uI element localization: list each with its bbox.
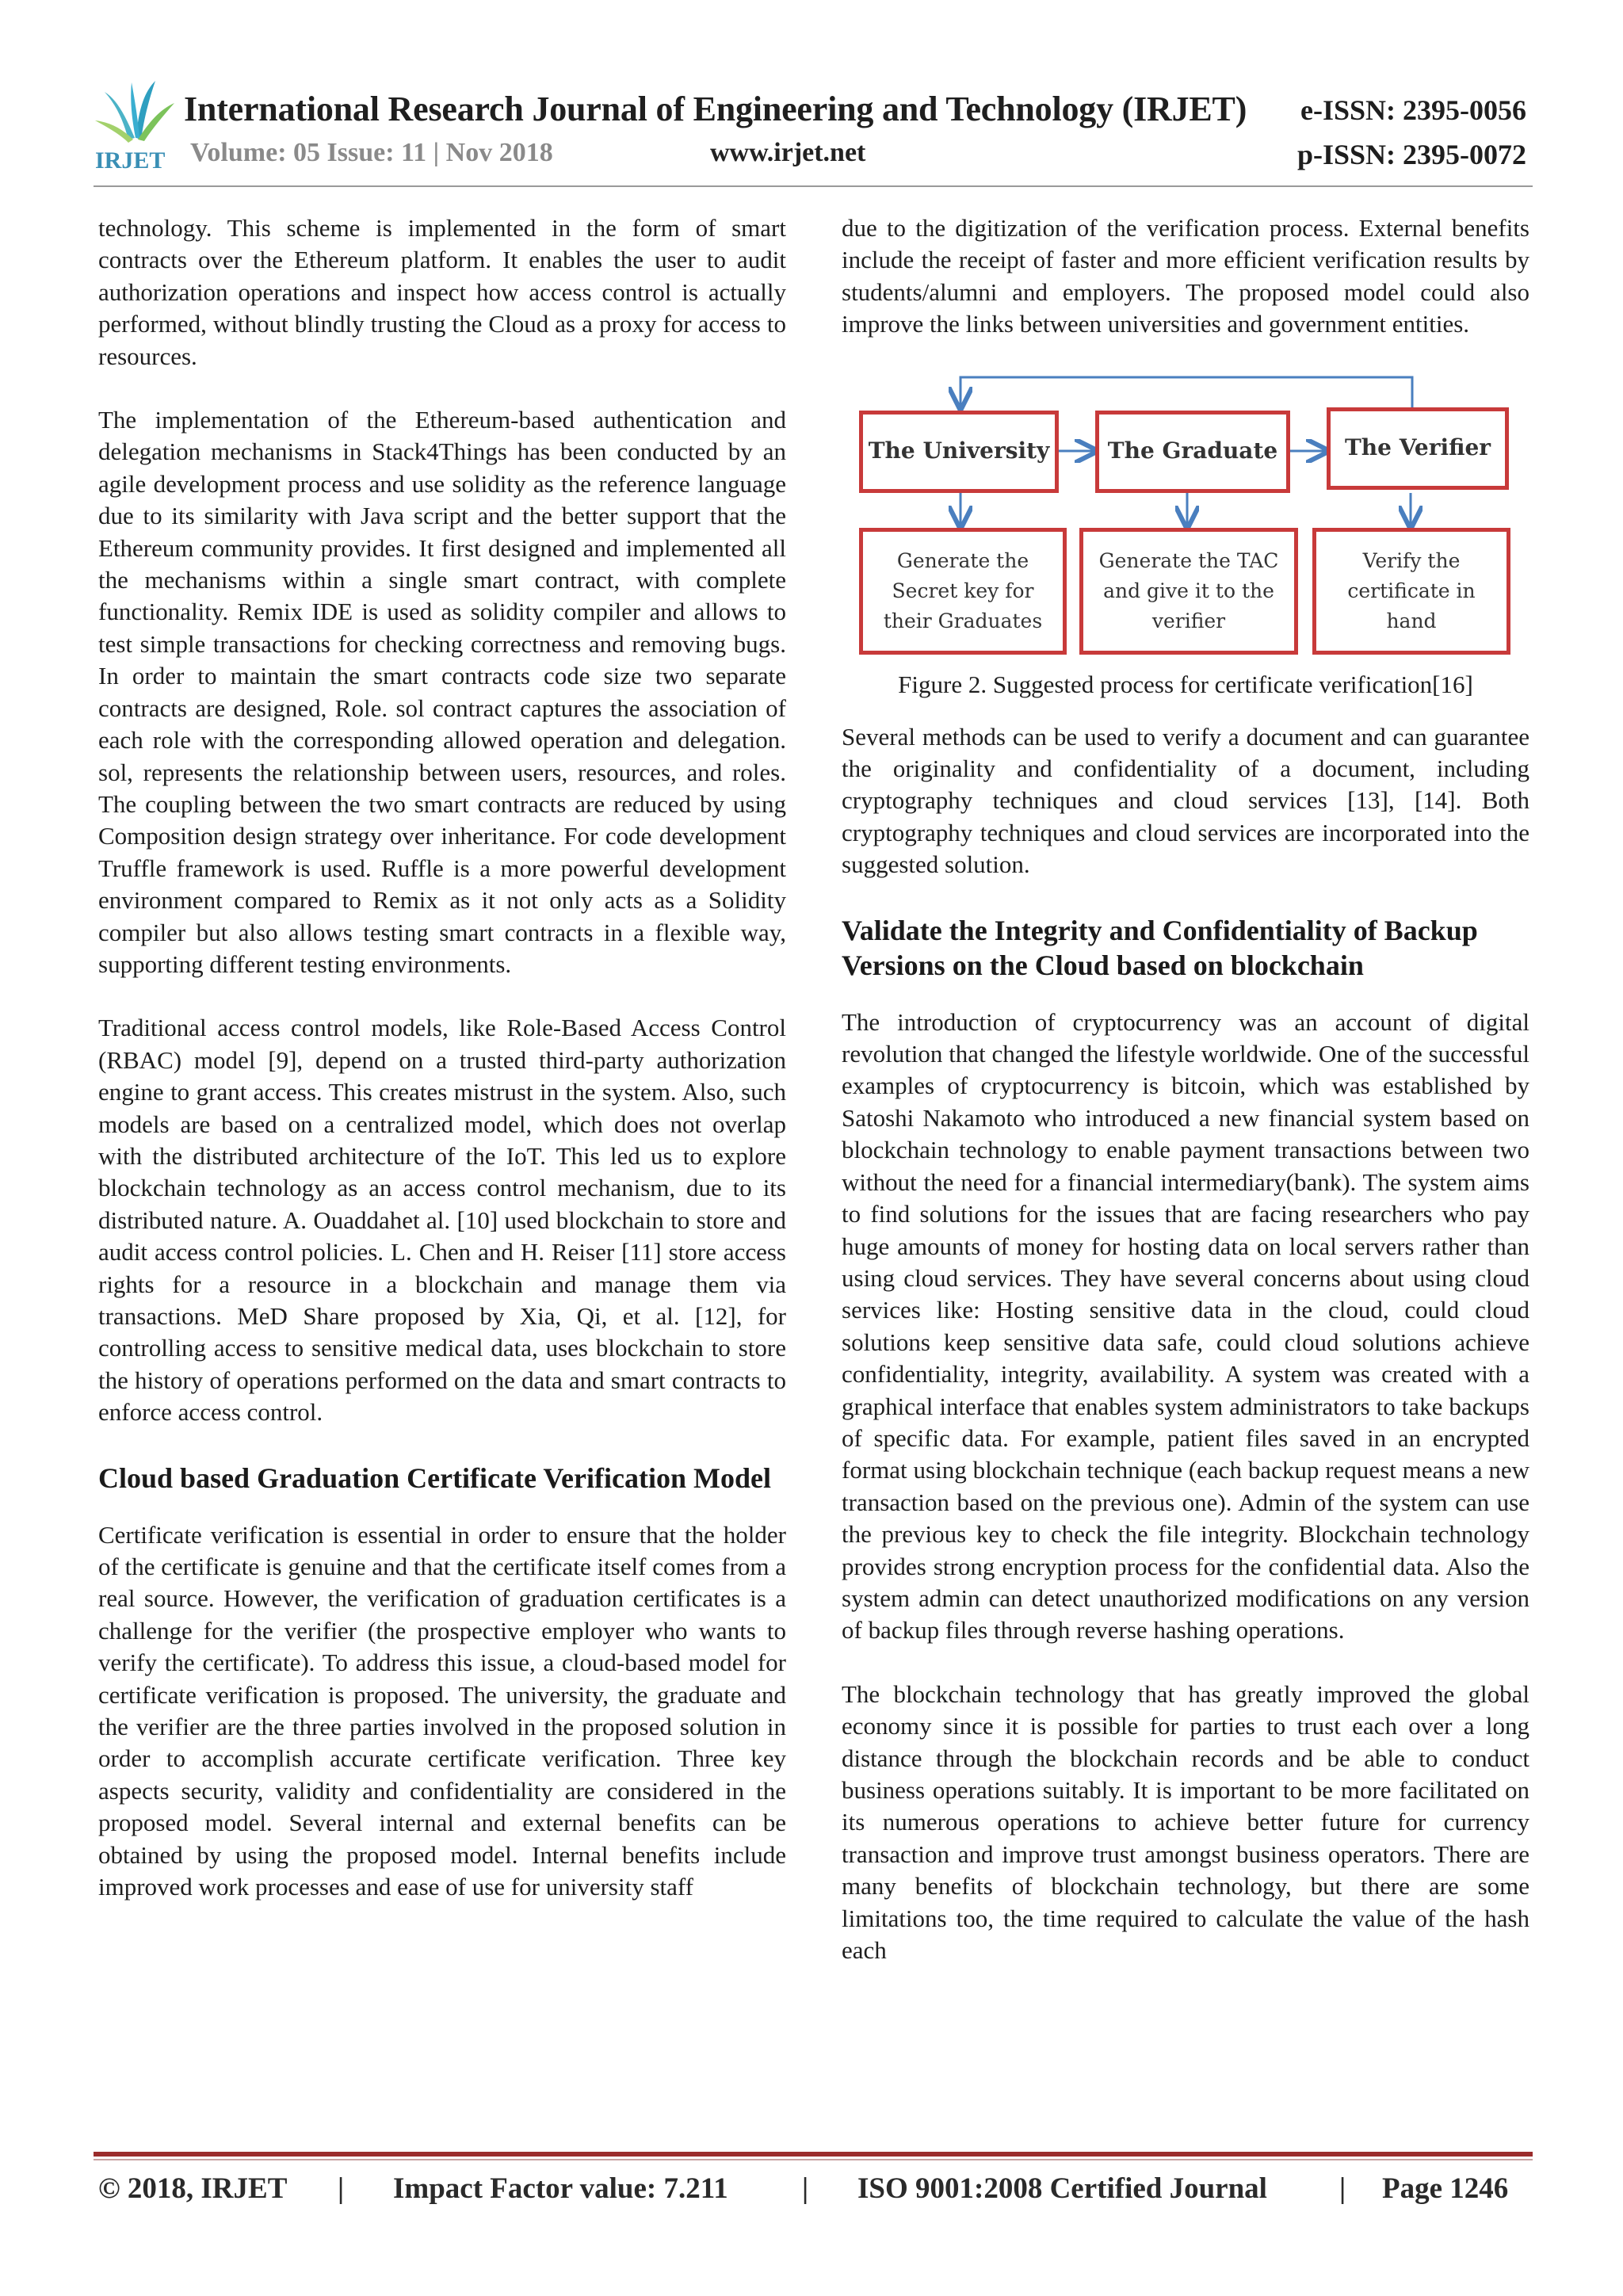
footer-divider (94, 2152, 1533, 2157)
paragraph: The introduction of cryptocurrency was an account of digital revolution that changed the lifestyle worldwide. One of the successful examples of cryptocurrency is bitcoin, which was established by Satoshi Nakamoto who introduced a new financial system based on blockchain technology to enable payment transactions between two without the need for a financial intermediary(bank). The system aims to find solutions for the issues that are facing researchers who pay huge amounts of money for hosting data on local servers rather than using cloud services. They have several concerns about using cloud services like: Hosting sensitive data in the cloud, could cloud solutions keep sensitive data safe, could cloud solutions achieve confidentiality, integrity, availability. A system was created with a graphical interface that enables system administrators to take backups of specific data. For example, patient files saved in an encrypted format using blockchain technique (each backup request means a new transaction based on the previous one). Admin of the system can use the previous key to check the file integrity. Blockchain technology provides strong encryption process for the confidential data. Also the system admin can detect unauthorized modifications on any version of backup files through reverse hashing operations. (842, 1007, 1529, 1645)
arrow-verifier-to-university (960, 377, 1412, 411)
impact-factor: Impact Factor value: 7.211 (393, 2172, 728, 2205)
paragraph: due to the digitization of the verification process. External benefits include the receipt of faster and more efficient verification results by students/alumni and employers. The proposed model could also improve the links between universities and government entities. (842, 214, 1529, 338)
section-heading: Validate the Integrity and Confidentiality of Backup Versions on the Cloud based on blockchain (842, 914, 1478, 981)
irjet-logo (94, 76, 178, 171)
page-number: Page 1246 (1382, 2172, 1509, 2205)
volume-issue: Volume: 05 Issue: 11 | Nov 2018 (190, 138, 553, 167)
journal-website-link[interactable]: www.irjet.net (710, 138, 866, 167)
iso-certification: ISO 9001:2008 Certified Journal (857, 2172, 1267, 2205)
footer-separator: | (802, 2172, 809, 2205)
footer-separator: | (1339, 2172, 1346, 2205)
journal-title: International Research Journal of Engineering and Technology (IRJET) (184, 90, 1247, 128)
page-header (0, 0, 1623, 198)
copyright: © 2018, IRJET (98, 2172, 288, 2205)
box-verify-certificate: Verify the certificate in hand (1312, 528, 1510, 655)
box-graduate: The Graduate (1095, 411, 1290, 493)
figure-caption: Figure 2. Suggested process for certificate verification[16] (898, 670, 1473, 698)
left-column (98, 212, 786, 1904)
footer-divider-thin (94, 2159, 1533, 2160)
figure-process-diagram (842, 372, 1529, 658)
paragraph: technology. This scheme is implemented in the form of smart contracts over the Ethereum platform. It enables the user to audit authorization operations and inspect how access control is actually performed, without blindly trusting the Cloud as a proxy for access to resources. (98, 214, 786, 370)
footer-separator: | (338, 2172, 345, 2205)
section-heading: Cloud based Graduation Certificate Verification Model (98, 1461, 771, 1494)
paragraph: The implementation of the Ethereum-based authentication and delegation mechanisms in Stack4Things has been conducted by an agile development process and use solidity as the reference language due to its similarity with Java script and the better support that the Ethereum community provides. It first designed and implemented all the mechanisms within a single smart contract, with complete functionality. Remix IDE is used as solidity compiler and allows to test simple transactions for checking correctness and removing bugs. In order to maintain the smart contracts code size two separate contracts are designed, Role. sol contract captures the association of each role with the corresponding allowed operation and delegation. sol, represents the relationship between users, resources, and roles. The coupling between the two smart contracts are reduced by using Composition design strategy over inheritance. For code development Truffle framework is used. Ruffle is a more powerful development environment compared to Remix as it not only acts as a Solidity compiler but also allows testing smart contracts in a flexible way, supporting different testing environments. (98, 406, 786, 978)
svg-text:IRJET: IRJET (95, 147, 166, 171)
paragraph: The blockchain technology that has greatly improved the global economy since it is possible for parties to trust each over a long distance through the blockchain records and be able to conduct business operations suitably. It is important to be more facilitated on its numerous operations to achieve better future for currency transaction and improve trust amongst business operators. There are many benefits of blockchain technology, but there are some limitations too, the time required to calculate the value of the hash each (842, 1679, 1529, 1965)
header-divider (94, 185, 1533, 187)
box-generate-secret-key: Generate the Secret key for their Graduates (859, 528, 1067, 655)
box-university: The University (859, 411, 1059, 493)
right-column (842, 212, 1529, 1966)
paragraph: Certificate verification is essential in order to ensure that the holder of the certificate is genuine and that the certificate itself comes from a real source. However, the verification of graduation certificates is a challenge for the verifier (the prospective employer who wants to verify the certificate). To address this issue, a cloud-based model for certificate verification is proposed. The university, the graduate and the verifier are the three parties involved in the proposed solution in order to accomplish accurate certificate verification. Three key aspects security, validity and confidentiality are considered in the proposed model. Several internal and external benefits can be obtained by using the proposed model. Internal benefits include improved work processes and ease of use for university staff (98, 1520, 786, 1901)
paragraph: Several methods can be used to verify a document and can guarantee the originality and confidentiality of a document, including cryptography techniques and cloud services [13], [14]. Both cryptography techniques and cloud services are incorporated into the suggested solution. (842, 722, 1529, 879)
e-issn: e-ISSN: 2395-0056 (1300, 94, 1526, 126)
box-verifier: The Verifier (1327, 407, 1509, 490)
box-generate-tac: Generate the TAC and give it to the verifier (1079, 528, 1298, 655)
p-issn: p-ISSN: 2395-0072 (1296, 139, 1526, 170)
paragraph: Traditional access control models, like Role-Based Access Control (RBAC) model [9], depend on a trusted third-party authorization engine to grant access. This creates mistrust in the system. Also, such models are based on a centralized model, which does not overlap with the distributed architecture of the IoT. This led us to explore blockchain technology as an access control mechanism, due to its distributed nature. A. Ouaddahet al. [10] used blockchain to store and audit access control policies. L. Chen and H. Reiser [11] store access rights for a resource in a blockchain and manage them via transactions. MeD Share proposed by Xia, Qi, et al. [12], for controlling access to sensitive medical data, uses blockchain to store the history of operations performed on the data and smart contracts to enforce access control. (98, 1014, 786, 1427)
